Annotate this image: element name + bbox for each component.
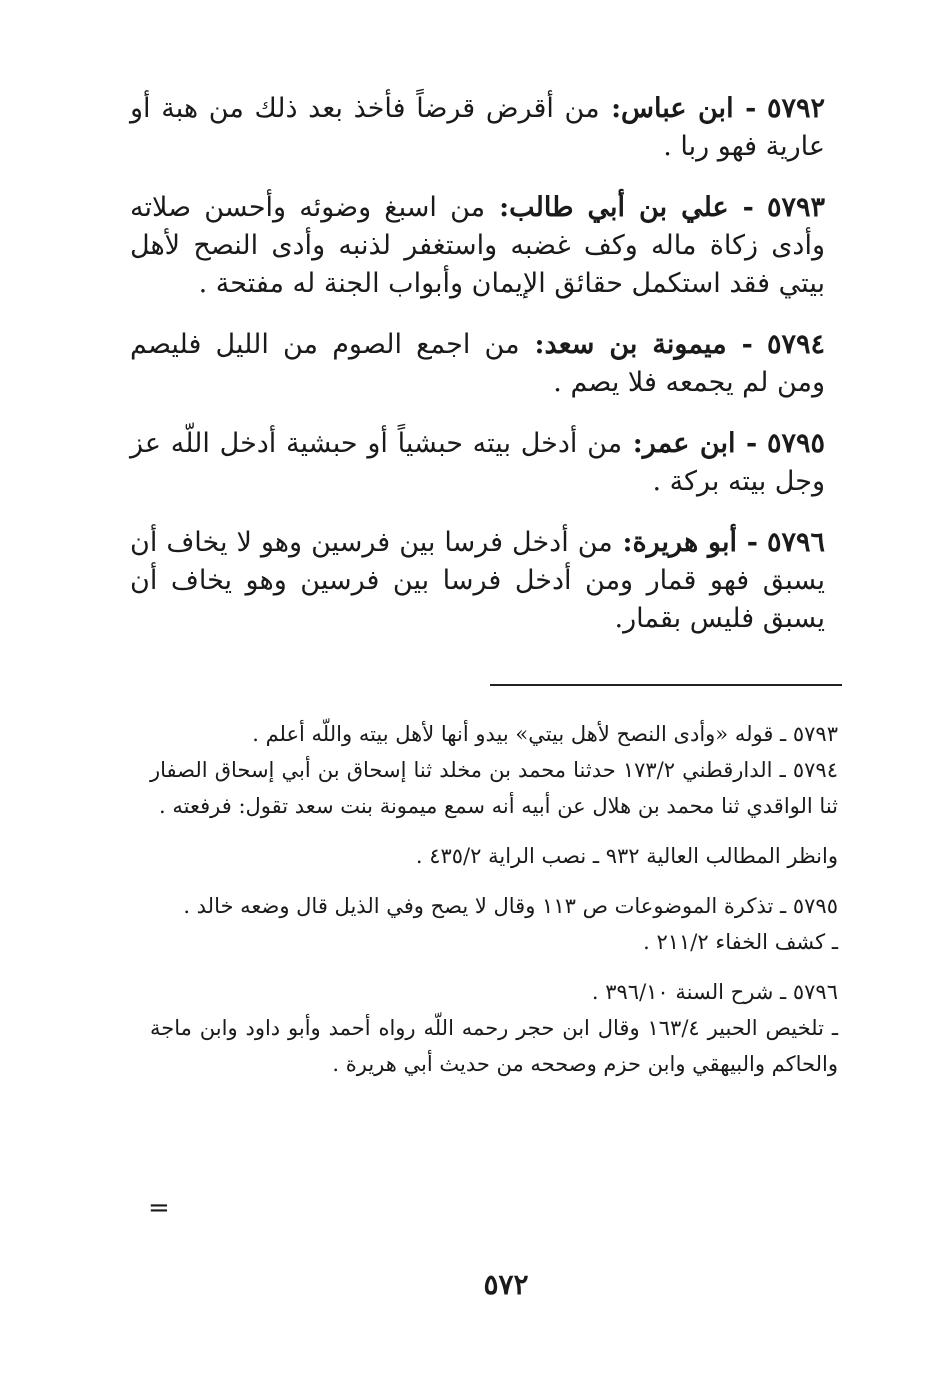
footnote: ـ كشف الخفاء ٢١١/٢ . <box>643 930 838 954</box>
footnote: ـ تلخيص الحبير ١٦٣/٤ وقال ابن حجر رحمه اللّه رواه أحمد وأبو داود وابن ماجة والحاكم والبيهقي وابن حزم وصححه من حديث أبي هريرة . <box>150 1016 838 1076</box>
footnote-divider <box>490 684 842 686</box>
footnote: ٥٧٩٥ ـ تذكرة الموضوعات ص ١١٣ وقال لا يصح وفي الذيل قال وضعه خالد . <box>183 894 838 918</box>
entry-5792: ٥٧٩٢ - ابن عباس: من أقرض قرضاً فأخذ بعد ذلك من هبة أو عارية فهو ربا . <box>130 93 826 162</box>
entry-narrator: علي بن أبي طالب <box>509 192 729 223</box>
footnotes <box>150 716 838 1082</box>
entry-narrator: ميمونة بن سعد <box>544 329 727 360</box>
entry-narrator: أبو هريرة <box>632 527 737 558</box>
footnote: ٥٧٩٦ ـ شرح السنة ٣٩٦/١٠ . <box>591 980 838 1004</box>
entry-narrator: ابن عباس <box>621 93 734 124</box>
entry-5793: ٥٧٩٣ - علي بن أبي طالب: من اسبغ وضوئه وأحسن صلاته وأدى زكاة ماله وكف غضبه واستغفر لذنبه وأدى النصح لأهل بيتي فقد استكمل حقائق الإيمان وأبواب الجنة له مفتحة . <box>130 192 825 299</box>
page-number: ٥٧٢ <box>483 1268 529 1301</box>
entry-5795: ٥٧٩٥ - ابن عمر: من أدخل بيته حبشياً أو حبشية أدخل اللّه عز وجل بيته بركة . <box>130 428 826 497</box>
entry-narrator: ابن عمر <box>642 428 736 459</box>
entry-text: من أدخل فرسا بين فرسين وهو لا يخاف أن يسبق فهو قمار ومن أدخل فرسا بين فرسين وهو يخاف أن يسبق فليس بقمار. <box>130 527 825 634</box>
entry-text: من أقرض قرضاً فأخذ بعد ذلك من هبة أو عارية فهو ربا . <box>130 93 825 162</box>
entry-number: ٥٧٩٥ <box>767 428 826 459</box>
entry-text: من اسبغ وضوئه وأحسن صلاته وأدى زكاة ماله وكف غضبه واستغفر لذنبه وأدى النصح لأهل بيتي فقد استكمل حقائق الإيمان وأبواب الجنة له مفتحة . <box>130 192 825 299</box>
entry-number: ٥٧٩٢ <box>767 93 826 124</box>
entry-number: ٥٧٩٣ <box>766 192 825 223</box>
footnote: وانظر المطالب العالية ٩٣٢ ـ نصب الراية ٤٣٥/٢ . <box>415 844 838 868</box>
footnote: ٥٧٩٣ ـ قوله «وأدى النصح لأهل بيتي» بيدو أنها لأهل بيته واللّه أعلم . <box>252 722 838 746</box>
continuation-mark: = <box>148 1193 170 1223</box>
entry-5796: ٥٧٩٦ - أبو هريرة: من أدخل فرسا بين فرسين وهو لا يخاف أن يسبق فهو قمار ومن أدخل فرسا بين فرسين وهو يخاف أن يسبق فليس بقمار. <box>130 527 825 634</box>
entry-number: ٥٧٩٦ <box>766 527 825 558</box>
footnote: ٥٧٩٤ ـ الدارقطني ١٧٣/٢ حدثنا محمد بن مخلد ثنا إسحاق بن أبي إسحاق الصفار ثنا الواقدي ثنا محمد بن هلال عن أبيه أنه سمع ميمونة بنت سعد تقول: فرفعته . <box>150 758 838 818</box>
entry-text: من اجمع الصوم من الليل فليصم ومن لم يجمعه فلا يصم . <box>130 329 825 398</box>
entry-number: ٥٧٩٤ <box>766 329 825 360</box>
entry-5794: ٥٧٩٤ - ميمونة بن سعد: من اجمع الصوم من الليل فليصم ومن لم يجمعه فلا يصم . <box>130 329 825 398</box>
entry-text: من أدخل بيته حبشياً أو حبشية أدخل اللّه عز وجل بيته بركة . <box>130 428 825 497</box>
entries-list <box>130 90 825 661</box>
